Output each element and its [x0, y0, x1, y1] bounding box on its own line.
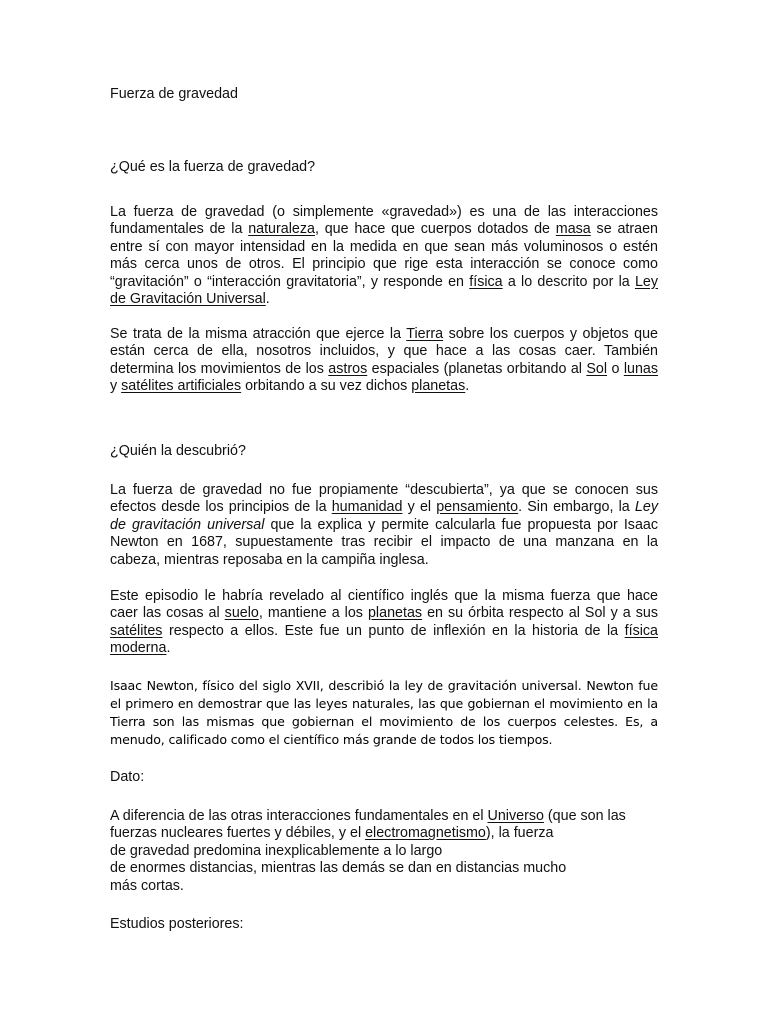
- link-universo[interactable]: Universo: [487, 808, 544, 824]
- link-masa[interactable]: masa: [555, 221, 591, 238]
- dato-line-5: más cortas.: [110, 877, 184, 894]
- text-run: La fuerza de gravedad (o simplemente «gravedad») es una de las interacciones fundamentales de la: [110, 204, 658, 238]
- text-run: .: [465, 378, 470, 395]
- dato-line: [110, 808, 670, 843]
- text-run: y: [110, 378, 122, 395]
- link-electromagnetismo[interactable]: electromagnetismo: [365, 825, 486, 842]
- text-run: A diferencia de las otras interacciones fundamentales en el: [110, 808, 488, 824]
- link-lunas[interactable]: lunas: [623, 360, 658, 377]
- text-run: o: [607, 360, 624, 377]
- link-fisica[interactable]: física: [469, 273, 503, 290]
- text-run: Este episodio le habría revelado al científico inglés que la misma fuerza que hace caer las cosas al: [110, 588, 658, 622]
- text-run: ), la fuerza: [485, 825, 554, 842]
- text-run: , mantiene a los: [258, 605, 368, 622]
- link-astros[interactable]: astros: [328, 360, 368, 377]
- heading-estudios-posteriores: Estudios posteriores:: [110, 916, 244, 932]
- link-tierra[interactable]: Tierra: [406, 326, 444, 342]
- paragraph-definicion: [110, 204, 658, 308]
- text-run: orbitando a su vez dichos: [241, 378, 412, 395]
- text-run: , que hace que cuerpos dotados de: [314, 221, 556, 238]
- document-title: Fuerza de gravedad: [110, 86, 238, 102]
- link-fisica-moderna[interactable]: física moderna: [110, 622, 658, 657]
- dato-line-4: de enormes distancias, mientras las demás se dan en distancias mucho: [110, 860, 567, 877]
- link-planetas[interactable]: planetas: [411, 378, 466, 395]
- link-satelites[interactable]: satélites: [110, 622, 163, 639]
- text-run: que la explica y permite calcularla fue propuesta por Isaac Newton en 1687, supuestamente tras recibir el impacto de una manzana en la cabeza, mientras reposaba en la campiña inglesa.: [110, 516, 659, 568]
- text-run: respecto a ellos. Este fue un punto de inflexión en la historia de la: [162, 622, 625, 639]
- text-run: La fuerza de gravedad no fue propiamente “descubierta”, ya que se conocen sus efectos desde los principios de la: [110, 482, 658, 516]
- paragraph-atraccion: [110, 326, 658, 396]
- link-sol[interactable]: Sol: [586, 360, 608, 377]
- text-run: se atraen entre sí con mayor intensidad en la medida en que sean más voluminosos o estén más cerca unos de otros. El principio que rige esta interacción se conoce como “gravitación” o “interacción gravitatoria”, y responde en: [110, 221, 658, 290]
- paragraph-descubrimiento: [110, 482, 658, 569]
- text-run: .: [166, 640, 171, 657]
- text-run: y el: [402, 499, 437, 516]
- heading-dato: Dato:: [110, 769, 145, 785]
- link-planetas-2[interactable]: planetas: [367, 605, 423, 622]
- text-run: Se trata de la misma atracción que ejerce la: [110, 326, 407, 342]
- link-humanidad[interactable]: humanidad: [331, 499, 403, 516]
- text-run: . Sin embargo, la: [518, 499, 635, 516]
- link-naturaleza[interactable]: naturaleza: [248, 221, 315, 238]
- text-run: sobre los cuerpos y objetos que están cerca de ella, nosotros incluidos, y que hace a las cosas caer. También determina los movimientos de los: [110, 326, 658, 377]
- link-suelo[interactable]: suelo: [224, 605, 259, 622]
- link-ley-gravitacion-universal[interactable]: Ley de Gravitación Universal: [110, 273, 658, 308]
- link-satelites-artificiales[interactable]: satélites artificiales: [121, 378, 242, 395]
- paragraph-dato: [110, 808, 670, 895]
- paragraph-episodio: [110, 588, 658, 658]
- paragraph-newton: Isaac Newton, físico del siglo XVII, describió la ley de gravitación universal. Newton fue el primero en demostrar que las leyes naturales, las que gobiernan el movimiento en la Tierra son las mismas que gobiernan el movimiento de los cuerpos celestes. Es, a menudo, calificado como el científico más grande de todos los tiempos.: [110, 678, 658, 748]
- text-run: (que son las fuerzas nucleares fuertes y débiles, y el: [110, 808, 626, 842]
- text-run: a lo descrito por la: [502, 273, 635, 290]
- text-run: espaciales (planetas orbitando al: [367, 360, 587, 377]
- heading-quien-descubrio: ¿Quién la descubrió?: [110, 443, 246, 459]
- text-run: en su órbita respecto al Sol y a sus: [422, 605, 659, 622]
- link-pensamiento[interactable]: pensamiento: [436, 499, 519, 516]
- italic-ley-gravitacion: Ley de gravitación universal: [110, 499, 658, 533]
- text-run: .: [265, 291, 270, 308]
- heading-que-es: ¿Qué es la fuerza de gravedad?: [110, 159, 316, 175]
- dato-line-3: de gravedad predomina inexplicablemente a lo largo: [110, 842, 443, 859]
